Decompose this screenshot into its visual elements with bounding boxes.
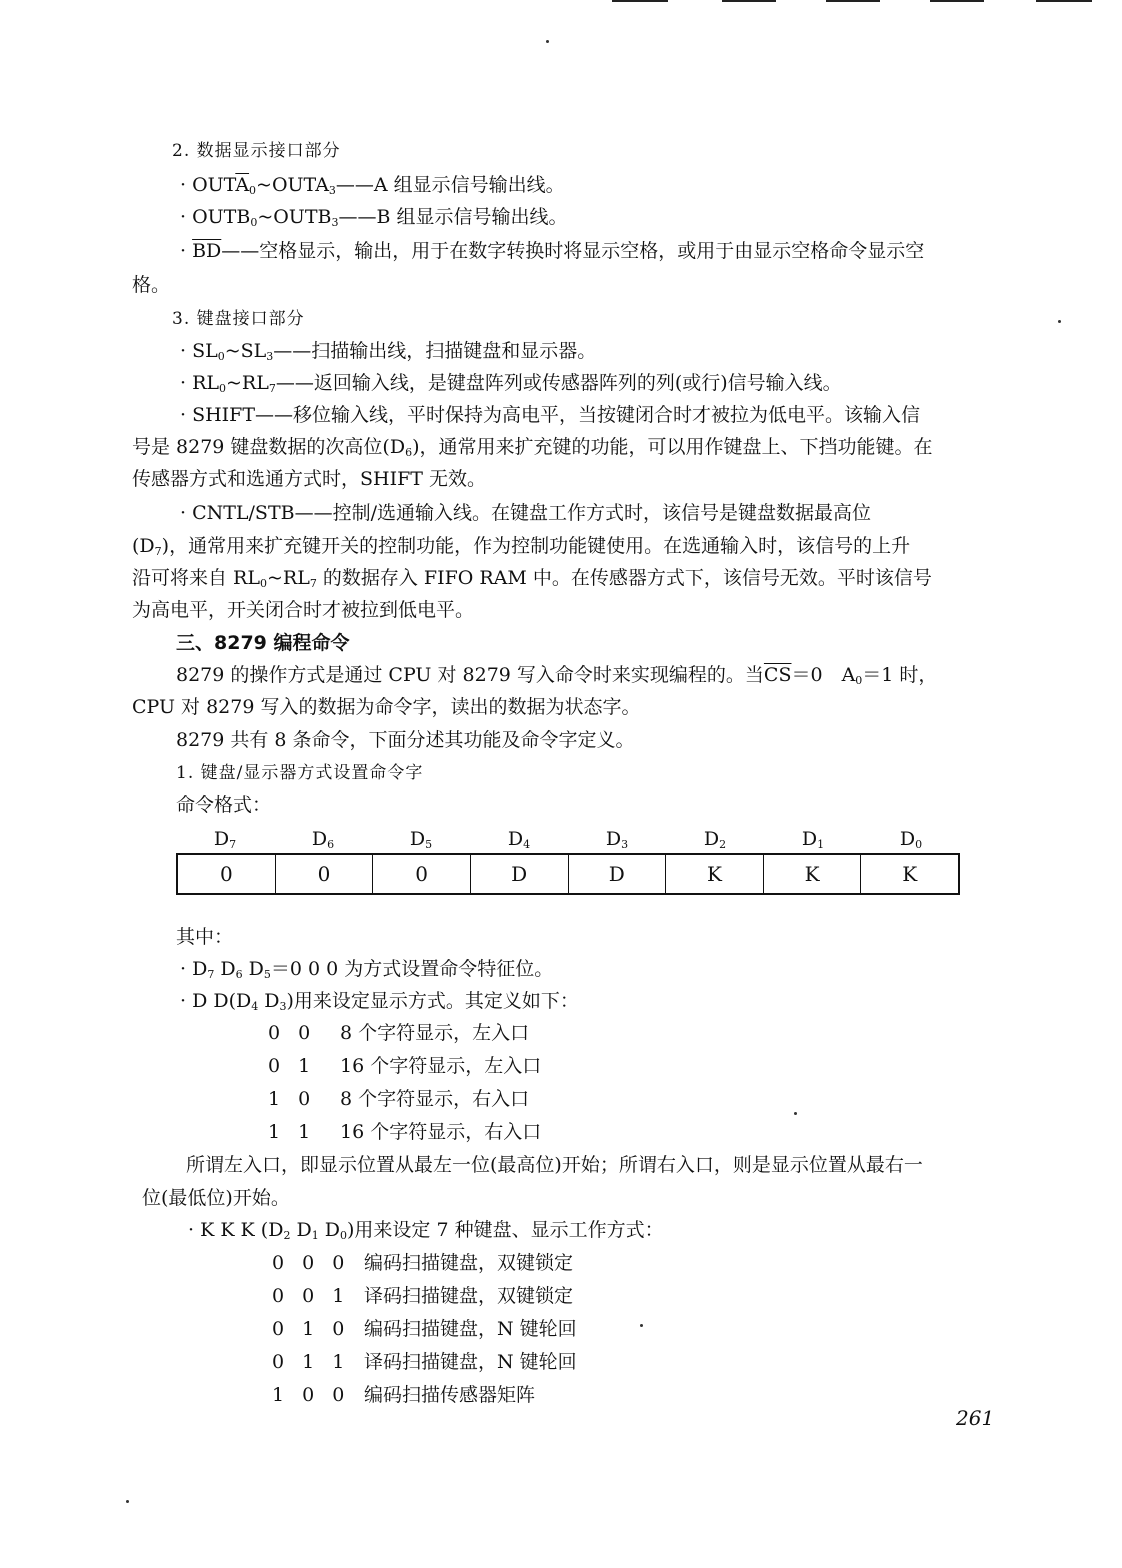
- part-title: 三、8279 编程命令: [176, 632, 350, 654]
- bit-cell: K: [666, 855, 764, 893]
- keyboard-mode-row: 0 1 1 译码扫描键盘，N 键轮回: [272, 1351, 577, 1373]
- bullet-rl: · $RL_0\sim RL_7——$返回输入线，是键盘阵列或传感器阵列的列(或行)信号输入线。: [180, 372, 842, 395]
- section-heading: 2. 数据显示接口部分: [172, 141, 341, 161]
- bit-cell: D: [569, 855, 667, 893]
- keyboard-mode-row: 0 1 0 编码扫描键盘，N 键轮回: [272, 1318, 577, 1340]
- bit-cell: K: [902, 862, 918, 886]
- keyboard-mode-row: 1 0 0 编码扫描传感器矩阵: [272, 1384, 536, 1406]
- bullet-sl: · $SL_0\sim SL_3——$扫描输出线，扫描键盘和显示器。: [180, 340, 597, 363]
- top-rule: [1036, 0, 1092, 2]
- bit-label: $D_5$: [409, 828, 433, 851]
- paragraph-line: 沿可将来自 $RL_0\sim RL_7$ 的数据存入 FIFO RAM 中。在传感器方式下，该信号无效。平时该信号: [132, 567, 932, 590]
- bullet-outa: · $OUT\overline{A}_0\sim OUTA_3——A$ 组显示信号输出线。: [180, 174, 565, 197]
- bullet-bd: · $\overline{BD}——$空格显示，输出，用于在数字转换时将显示空格，或用于由显示空格命令显示空: [180, 240, 925, 262]
- scan-speck: [546, 40, 549, 43]
- paragraph-line: 为高电平，开关闭合时才被拉到低电平。: [132, 599, 475, 621]
- scan-speck: [640, 1324, 643, 1327]
- bullet-kkk: · K K K ($D_2$ $D_1$ $D_0$)用来设定 7 种键盘、显示工作方式：: [188, 1219, 664, 1242]
- bit-cell: 0: [178, 855, 276, 893]
- paragraph-line: $(D_7)$，通常用来扩充键开关的控制功能，作为控制功能键使用。在选通输入时，该信号的上升: [132, 535, 911, 558]
- bit-cell: 0: [276, 855, 374, 893]
- format-label: 命令格式：: [176, 794, 272, 816]
- top-rule: [826, 0, 880, 2]
- display-mode-row: 0 0 8 个字符显示，左入口: [268, 1022, 530, 1044]
- subsection-heading: 1. 键盘/显示器方式设置命令字: [176, 763, 424, 783]
- top-rule: [612, 0, 668, 2]
- paragraph-line: 位(最低位)开始。: [142, 1187, 290, 1209]
- bit-labels: [176, 828, 960, 851]
- bit-cell: K: [764, 855, 862, 893]
- bit-label: $D_0$: [899, 828, 923, 851]
- paragraph-continuation: 格。: [132, 274, 171, 296]
- display-mode-row: 1 1 16 个字符显示，右入口: [268, 1121, 542, 1143]
- paragraph-line: 号是 8279 键盘数据的次高位$(D_6)$，通常用来扩充键的功能，可以用作键盘上、下挡功能键。在: [132, 436, 933, 459]
- scan-speck: [794, 1112, 797, 1115]
- paragraph-line: 所谓左入口，即显示位置从最左一位(最高位)开始；所谓右入口，则是显示位置从最右一: [186, 1154, 923, 1176]
- paragraph-line: 8279 共有 8 条命令，下面分述其功能及命令字定义。: [176, 729, 635, 751]
- top-rule: [930, 0, 984, 2]
- paragraph-line: 8279 的操作方式是通过 CPU 对 8279 写入命令时来实现编程的。当$\overline{CS}=0$ $A_0=1$ 时，: [176, 664, 938, 687]
- bullet-cntl: · CNTL/STB——控制/选通输入线。在键盘工作方式时，该信号是键盘数据最高位: [180, 502, 871, 524]
- paragraph-line: 传感器方式和选通方式时，SHIFT 无效。: [132, 468, 486, 490]
- scan-speck: [126, 1500, 129, 1503]
- scan-speck: [1058, 320, 1061, 323]
- bullet-shift: · SHIFT——移位输入线，平时保持为高电平，当按键闭合时才被拉为低电平。该输入信: [180, 404, 921, 426]
- top-rule: [722, 0, 776, 2]
- keyboard-mode-row: 0 0 1 译码扫描键盘，双键锁定: [272, 1285, 574, 1307]
- bullet-dd: · D $D(D_4$ $D_3$)用来设定显示方式。其定义如下：: [180, 990, 579, 1013]
- where-label: 其中：: [176, 926, 234, 948]
- bit-label: $D_4$: [507, 828, 531, 851]
- command-format-table: [176, 853, 960, 895]
- bit-label: $D_7$: [213, 828, 237, 851]
- bit-label: $D_6$: [311, 828, 335, 851]
- bit-label: $D_3$: [605, 828, 629, 851]
- bullet-d7d6d5: · $D_7$ $D_6$ $D_5=0$ 0 0 为方式设置命令特征位。: [180, 958, 554, 981]
- keyboard-mode-row: 0 0 0 编码扫描键盘，双键锁定: [272, 1252, 574, 1274]
- section-heading: 3. 键盘接口部分: [172, 309, 305, 329]
- display-mode-row: 1 0 8 个字符显示，右入口: [268, 1088, 530, 1110]
- bullet-outb: · $OUTB_0\sim OUTB_3——B$ 组显示信号输出线。: [180, 206, 568, 229]
- bit-cell: D: [471, 855, 569, 893]
- bit-cell: 0: [373, 855, 471, 893]
- paragraph-line: CPU 对 8279 写入的数据为命令字，读出的数据为状态字。: [132, 696, 641, 718]
- bit-label: $D_2$: [703, 828, 727, 851]
- bit-label: $D_1$: [801, 828, 825, 851]
- page-number: 261: [956, 1406, 995, 1430]
- display-mode-row: 0 1 16 个字符显示，左入口: [268, 1055, 542, 1077]
